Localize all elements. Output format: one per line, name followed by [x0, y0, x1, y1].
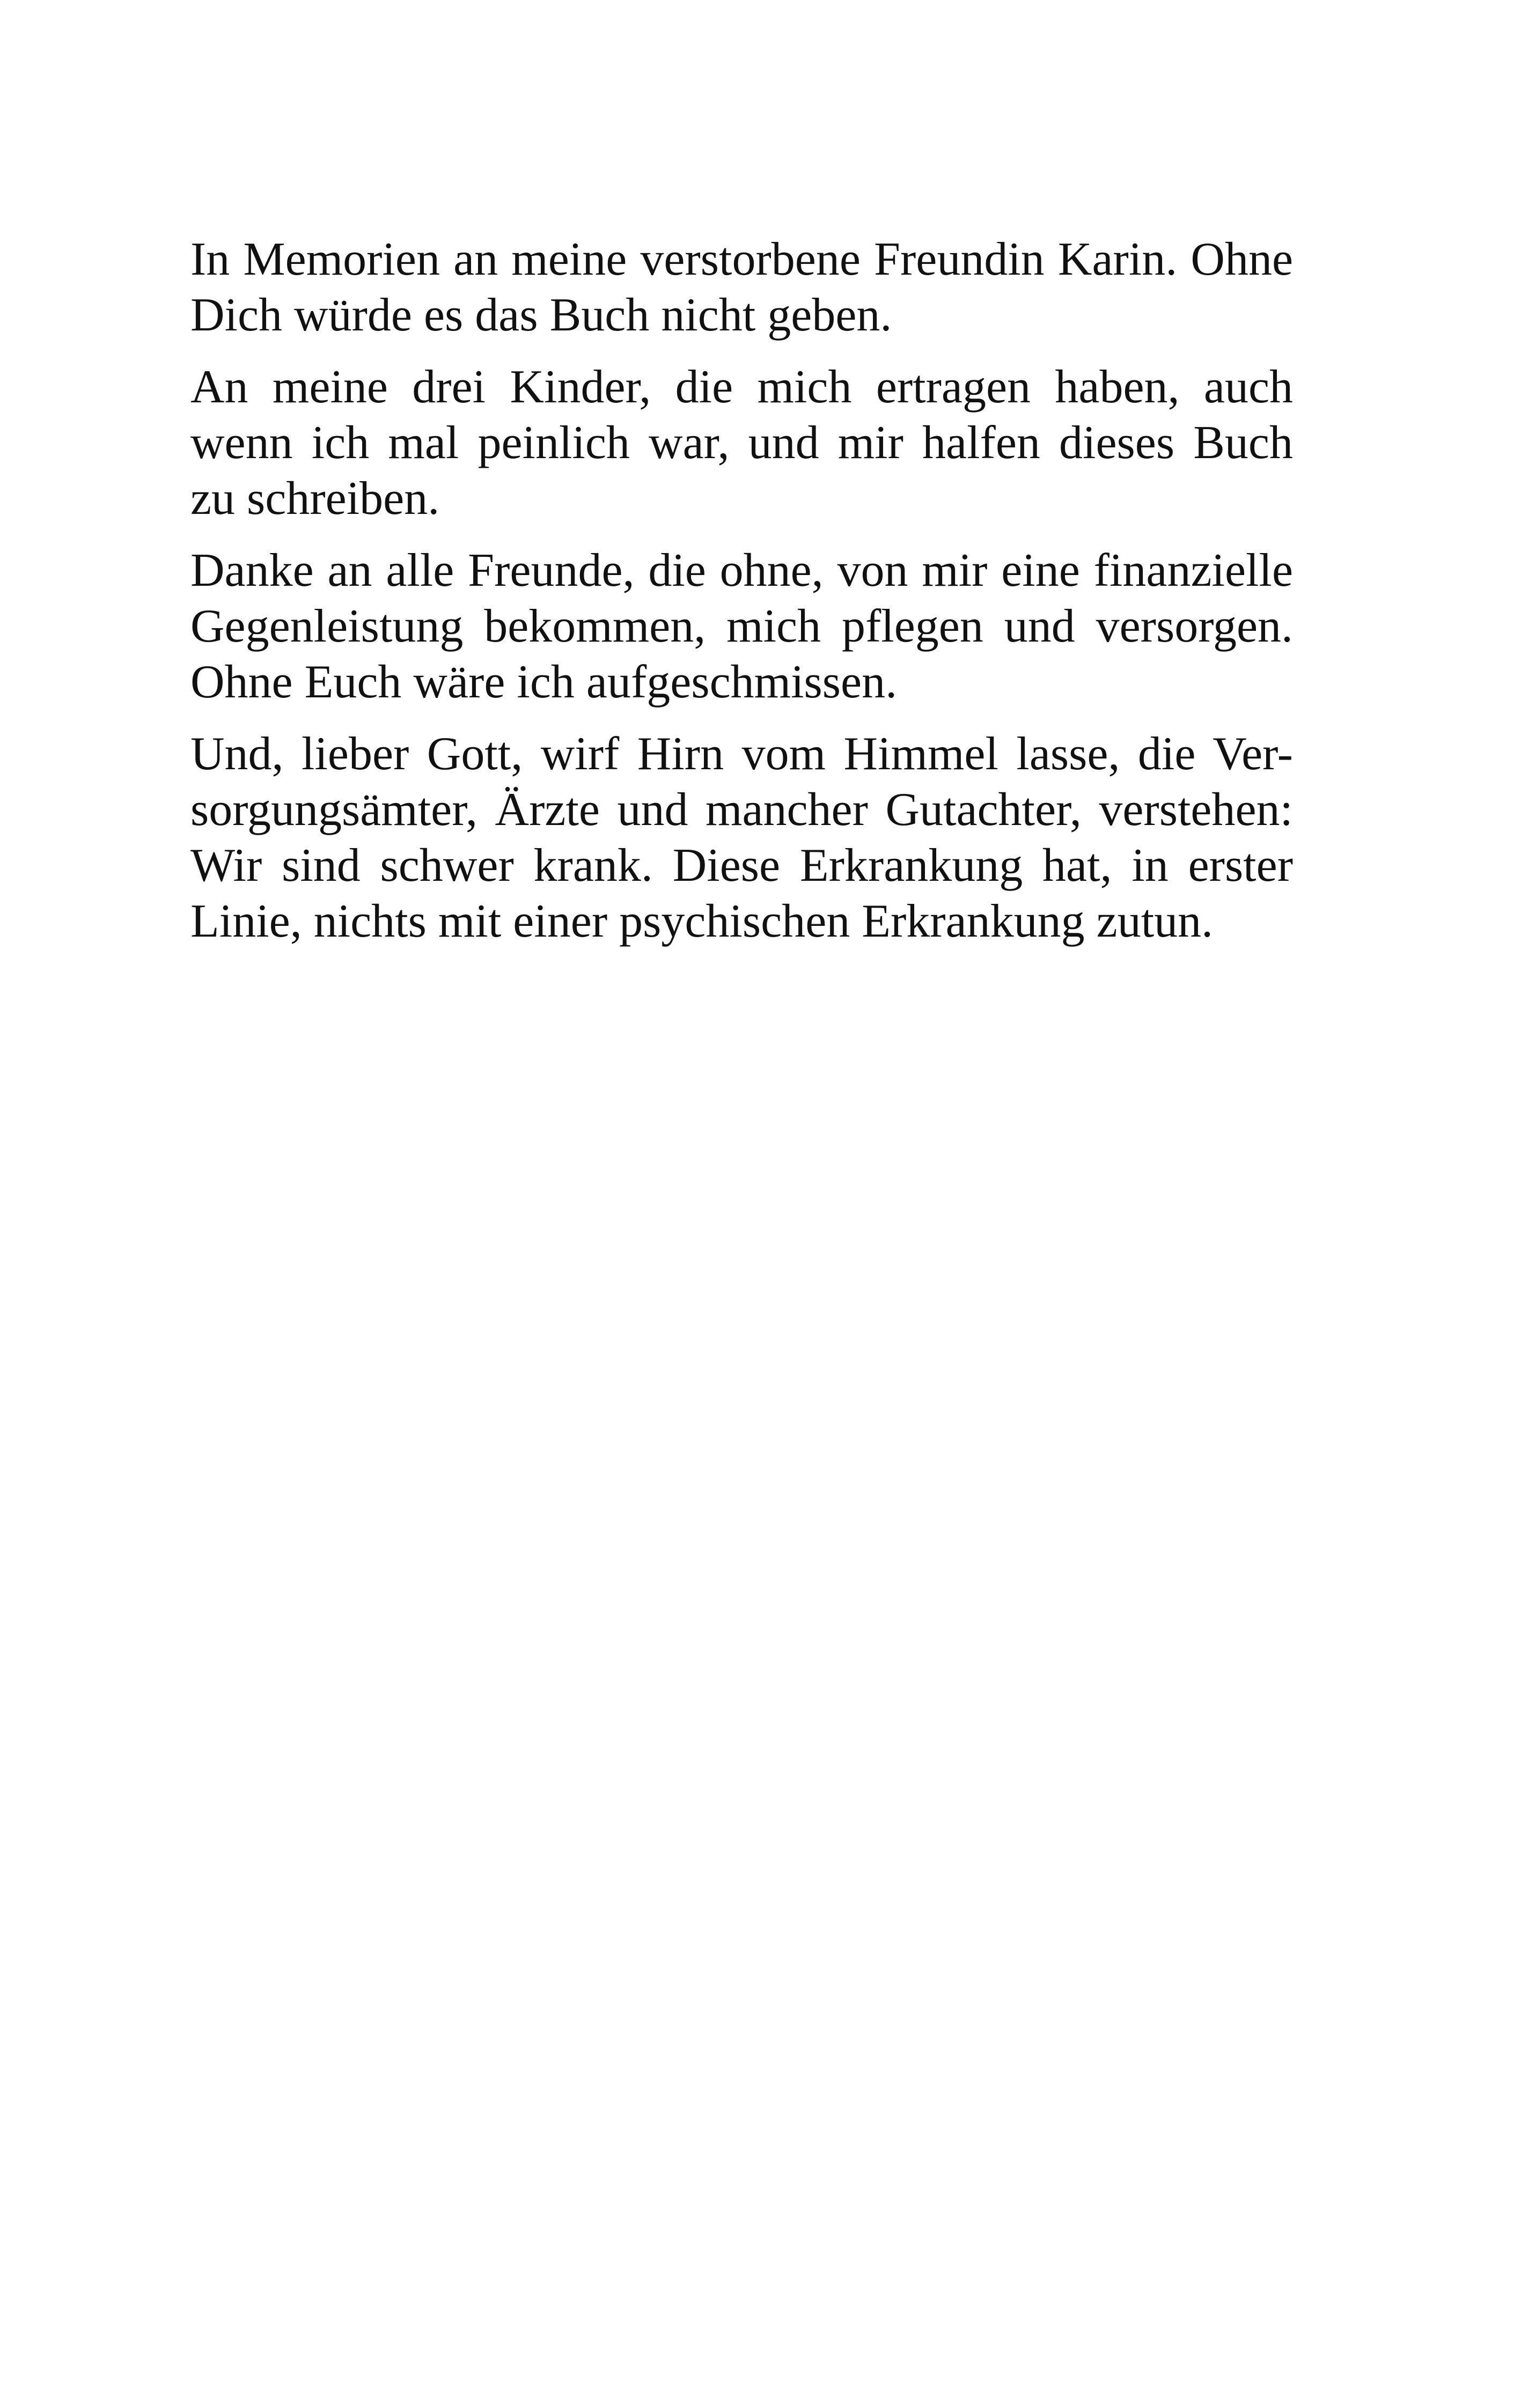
paragraph-children [190, 359, 1293, 527]
text-line: sorgungsämter, Ärzte und mancher Gutachter, verstehen: [190, 784, 1293, 836]
text-line: An meine drei Kinder, die mich ertragen haben, auch [190, 361, 1293, 413]
text-line: Und, lieber Gott, wirf Hirn vom Himmel lasse, die Ver- [190, 728, 1293, 780]
text-line: Wir sind schwer krank. Diese Erkrankung hat, in erster [190, 840, 1293, 892]
text-line: In Memorien an meine verstorbene Freundin Karin. Ohne [190, 233, 1293, 285]
text-line: Ohne Euch wäre ich aufgeschmissen. [190, 656, 898, 708]
text-line: Linie, nichts mit einer psychischen Erkrankung zutun. [190, 895, 1214, 947]
text-line: wenn ich mal peinlich war, und mir halfen dieses Buch [190, 417, 1293, 469]
paragraph-god [190, 726, 1293, 949]
text-line: zu schreiben. [190, 473, 440, 525]
dedication-text [190, 232, 1293, 966]
text-line: Dich würde es das Buch nicht geben. [190, 289, 892, 341]
paragraph-in-memoriam [190, 232, 1293, 343]
text-line: Danke an alle Freunde, die ohne, von mir eine finanzielle [190, 544, 1293, 597]
paragraph-friends [190, 543, 1293, 710]
text-line: Gegenleistung bekommen, mich pflegen und versorgen. [190, 600, 1293, 652]
